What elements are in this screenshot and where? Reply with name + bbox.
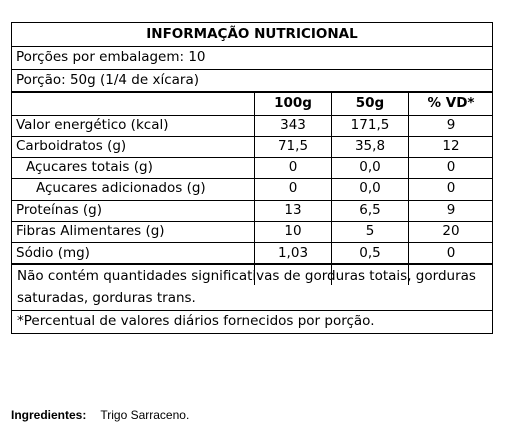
row-label: Proteínas (g) bbox=[16, 202, 103, 218]
value-50g: 0,0 bbox=[359, 159, 381, 175]
value-100g: 1,03 bbox=[277, 245, 309, 261]
value-vd: 9 bbox=[446, 202, 456, 218]
value-50g: 35,8 bbox=[354, 138, 386, 154]
row-label: Sódio (mg) bbox=[16, 245, 90, 261]
value-vd: 0 bbox=[446, 180, 456, 196]
row-label: Valor energético (kcal) bbox=[16, 117, 169, 133]
value-100g: 0 bbox=[288, 180, 298, 196]
value-100g: 343 bbox=[280, 117, 306, 133]
value-vd: 0 bbox=[446, 245, 456, 261]
value-50g: 0,0 bbox=[359, 180, 381, 196]
ingredients-label: Ingredientes: bbox=[11, 408, 87, 422]
value-100g: 71,5 bbox=[277, 138, 309, 154]
table-title: INFORMAÇÃO NUTRICIONAL bbox=[146, 26, 358, 42]
nutrition-facts-table bbox=[11, 22, 493, 334]
value-vd: 9 bbox=[446, 117, 456, 133]
row-label: Açucares totais (g) bbox=[26, 159, 153, 175]
column-header-50g: 50g bbox=[355, 95, 385, 111]
row-label: Carboidratos (g) bbox=[16, 138, 127, 154]
serving-size: Porção: 50g (1/4 de xícara) bbox=[16, 72, 199, 88]
value-vd: 0 bbox=[446, 159, 456, 175]
row-label: Açucares adicionados (g) bbox=[36, 180, 206, 196]
value-50g: 0,5 bbox=[359, 245, 381, 261]
value-100g: 13 bbox=[284, 202, 302, 218]
column-header-100g: 100g bbox=[274, 95, 312, 111]
value-vd: 20 bbox=[442, 223, 460, 239]
value-50g: 171,5 bbox=[350, 117, 390, 133]
fats-note: Não contém quantidades significativas de gorduras totais, gorduras saturadas, gorduras trans. bbox=[17, 268, 476, 306]
divider bbox=[12, 69, 492, 70]
value-100g: 10 bbox=[284, 223, 302, 239]
value-50g: 5 bbox=[365, 223, 375, 239]
value-vd: 12 bbox=[442, 138, 460, 154]
servings-per-package: Porções por embalagem: 10 bbox=[16, 49, 206, 65]
daily-value-note: *Percentual de valores diários fornecidos por porção. bbox=[17, 313, 375, 329]
value-50g: 6,5 bbox=[359, 202, 381, 218]
divider bbox=[12, 46, 492, 47]
value-100g: 0 bbox=[288, 159, 298, 175]
divider bbox=[12, 242, 492, 243]
ingredients-line bbox=[11, 408, 189, 422]
ingredients-value: Trigo Sarraceno. bbox=[100, 408, 190, 422]
divider bbox=[12, 91, 492, 93]
row-label: Fibras Alimentares (g) bbox=[16, 223, 165, 239]
column-header-vd: % VD* bbox=[427, 95, 475, 111]
